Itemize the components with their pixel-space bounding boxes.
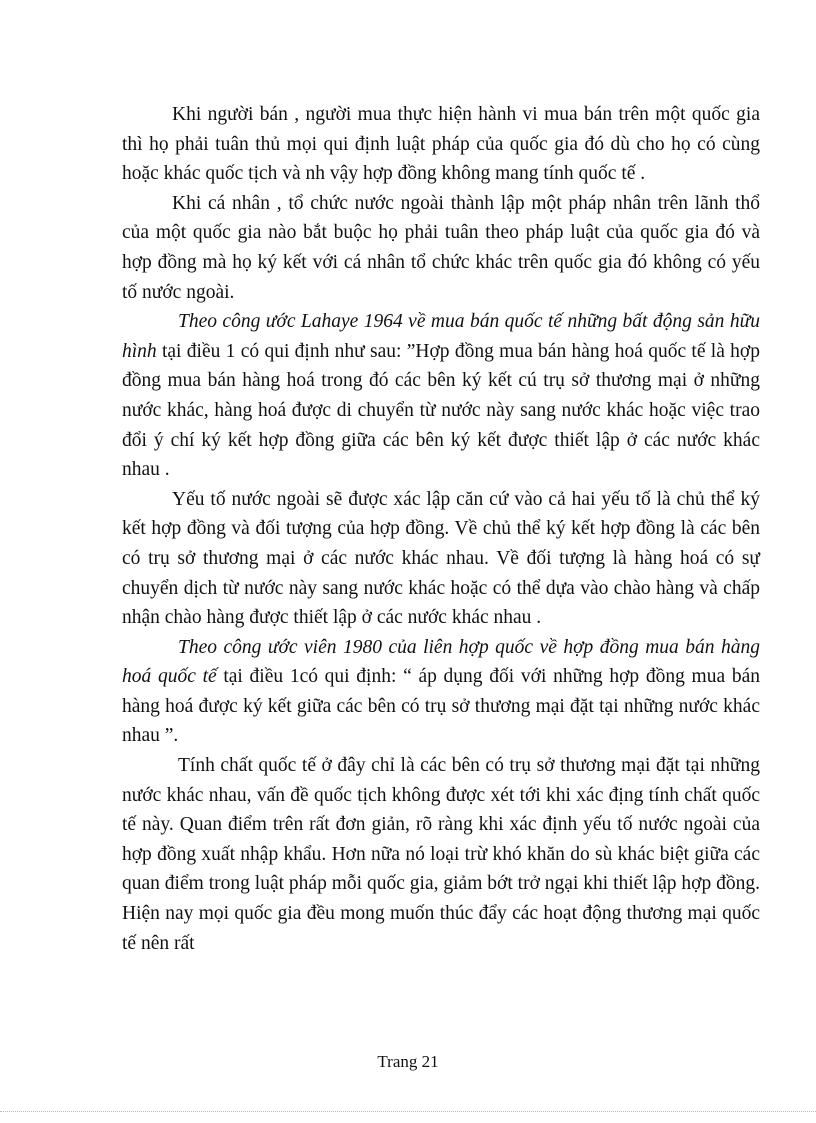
paragraph-5-text: tại điều 1có qui định: “ áp dụng đối với những hợp đồng mua bán hàng hoá được ký kết giữa các bên có trụ sở thương mại đặt tại những nước khác nhau ”. <box>122 666 760 747</box>
paragraph-2-text: Khi cá nhân , tổ chức nước ngoài thành lập một pháp nhân trên lãnh thổ của một quốc gia nào bắt buộc họ phải tuân theo pháp luật của quốc gia đó và hợp đồng mà họ ký kết với cá nhân tổ chức khác trên quốc gia đó không có yếu tố nước ngoài. <box>122 192 760 303</box>
lahaye-convention-title: Theo công ước Lahaye 1964 về mua bán quốc tế những bất động sản hữu hình <box>122 311 760 362</box>
page-number: Trang 21 <box>377 1052 439 1071</box>
paragraph-6-text: Tính chất quốc tế ở đây chỉ là các bên có trụ sở thương mại đặt tại những nước khác nhau, vấn đề quốc tịch không được xét tới khi xác địng tính chất quốc tế này. Quan điểm trên rất đơn giản, rõ ràng khi xác định yếu tố nước ngoài của hợp đồng xuất nhập khẩu. Hơn nữa nó loại trừ khó khăn do sù khác biệt giữa các quan điểm trong luật pháp mỗi quốc gia, giảm bớt trở ngại khi thiết lập hợp đồng. Hiện nay mọi quốc gia đều mong muốn thúc đẩy các hoạt động thương mại quốc tế nên rất <box>122 755 760 954</box>
vienna-convention-title: Theo công ước viên 1980 của liên hợp quốc về hợp đồng mua bán hàng hoá quốc tế <box>122 636 760 688</box>
paragraph-4 <box>122 485 760 633</box>
paragraph-3-text: tại điều 1 có qui định như sau: ”Hợp đồng mua bán hàng hoá quốc tế là hợp đồng mua bán hàng hoá trong đó các bên ký kết cú trụ sở thương mại ở những nước khác, hàng hoá được di chuyển từ nước này sang nước khác hoặc việc trao đổi ý chí ký kết hợp đồng giữa các bên ký kết được thiết lập ở các nước khác nhau . <box>122 340 760 481</box>
paragraph-6 <box>122 751 760 958</box>
paragraph-1 <box>122 100 760 189</box>
paragraph-1-text: Khi người bán , người mua thực hiện hành vi mua bán trên một quốc gia thì họ phải tuân thủ mọi qui định luật pháp của quốc gia đó dù cho họ có cùng hoặc khác quốc tịch và nh vậy hợp đồng không mang tính quốc tế . <box>122 104 760 185</box>
paragraph-4-text: Yếu tố nước ngoài sẽ được xác lập căn cứ vào cả hai yếu tố là chủ thể ký kết hợp đồng và đối tượng của hợp đồng. Về chủ thể ký kết hợp đồng là các bên có trụ sở thương mại ở các nước khác nhau. Về đối tượng là hàng hoá có sự chuyển dịch từ nước này sang nước khác hoặc có thể dựa vào chào hàng và chấp nhận chào hàng được thiết lập ở các nước khác nhau . <box>122 488 760 629</box>
bottom-dotted-rule <box>0 1111 816 1112</box>
paragraph-3 <box>122 307 760 485</box>
paragraph-2 <box>122 189 760 307</box>
body-text <box>122 100 760 958</box>
paragraph-5 <box>122 633 760 751</box>
